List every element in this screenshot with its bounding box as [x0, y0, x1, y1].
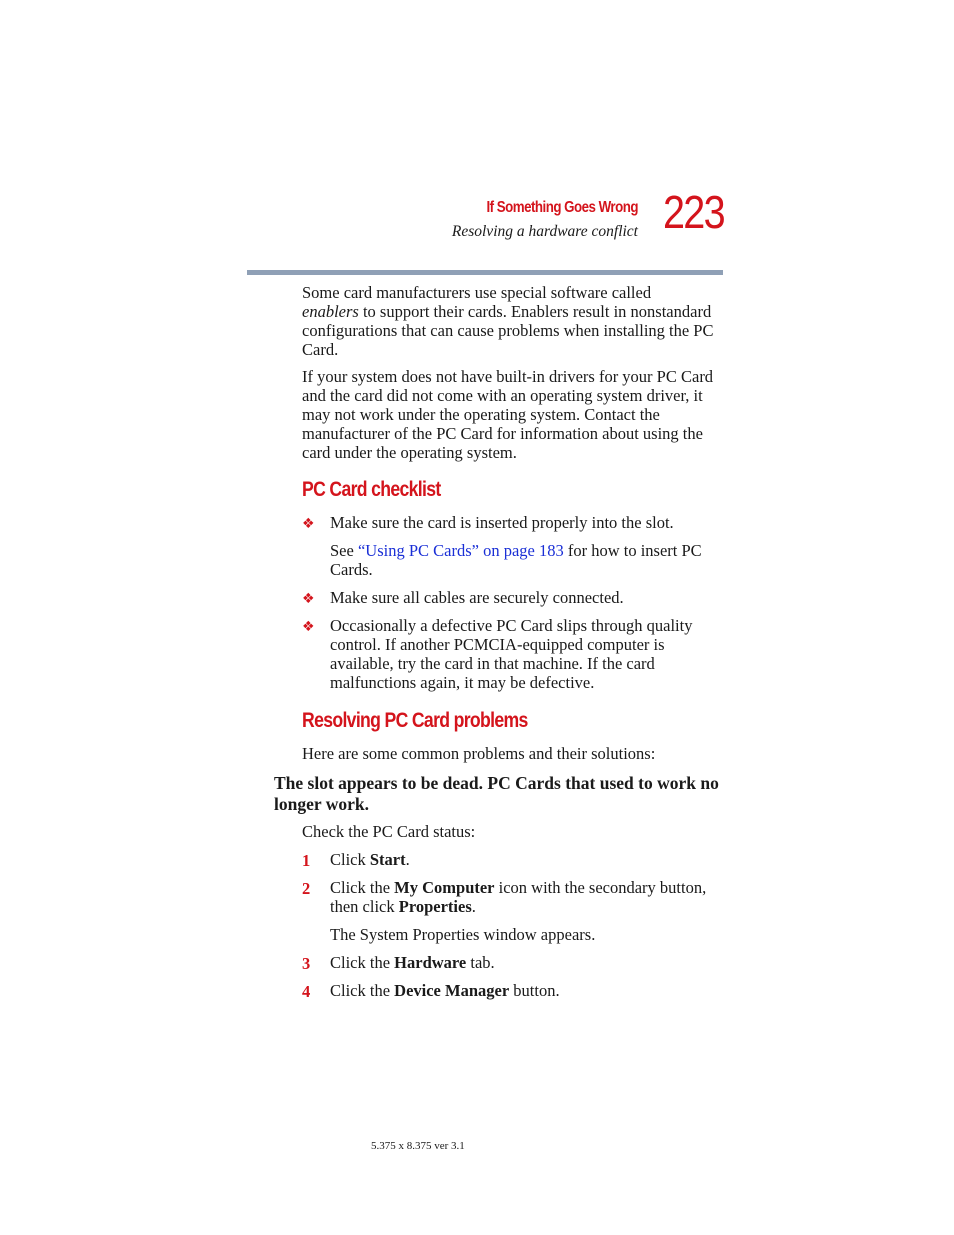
ui-term: Start: [369, 850, 406, 869]
ui-term: My Computer: [394, 878, 495, 897]
step-text: .: [405, 850, 410, 869]
page-footer: 5.375 x 8.375 ver 3.1: [371, 1140, 465, 1152]
enablers-term: enablers: [302, 301, 359, 321]
step-text: Click the: [330, 878, 395, 897]
page-number: 223: [663, 186, 724, 238]
ui-term: Properties: [398, 896, 472, 916]
step-text: Click the: [330, 953, 395, 972]
note-text-b: for how to insert PC Cards.: [330, 541, 702, 579]
intro-paragraph-2: If your system does not have built-in drivers for your PC Card and the card did not come with an operating system driver, it may not work under the operating system. Contact the manufacturer of the PC Card for information about using the card under the operating system.: [302, 367, 714, 462]
step-text: Click: [330, 850, 370, 869]
step-2: [330, 879, 725, 917]
note-text-a: See: [330, 541, 358, 560]
problem-statement: The slot appears to be dead. PC Cards that used to work no longer work.: [274, 773, 719, 814]
step-number: 2: [302, 879, 311, 898]
checklist-heading: PC Card checklist: [302, 478, 441, 501]
intro-p1-text-a: Some card manufacturers use special software called: [302, 283, 652, 302]
using-pc-cards-link[interactable]: “Using PC Cards” on page 183: [357, 541, 564, 560]
step-2-result: The System Properties window appears.: [330, 925, 596, 944]
step-number: 1: [302, 851, 311, 870]
step-number: 4: [302, 982, 311, 1001]
checklist-item-2: Make sure all cables are securely connected.: [330, 588, 624, 607]
checklist-item-3: Occasionally a defective PC Card slips through quality control. If another PCMCIA-equipped computer is available, try the card in that machine. If the card malfunctions again, it may be defective.: [330, 616, 693, 692]
ui-term: Device Manager: [394, 981, 510, 1000]
problems-intro: Here are some common problems and their solutions:: [302, 744, 656, 763]
bullet-icon: ❖: [302, 591, 315, 607]
running-header-section: If Something Goes Wrong: [486, 199, 638, 216]
step-text: tab.: [466, 953, 495, 972]
checklist-item-1-note: [330, 542, 725, 580]
step-4: [330, 982, 725, 1001]
bullet-icon: ❖: [302, 516, 315, 532]
step-text: Click the: [330, 981, 395, 1000]
step-text: .: [471, 896, 476, 916]
ui-term: Hardware: [394, 953, 467, 972]
header-rule: [247, 270, 723, 275]
step-text: icon with the secondary button, then click: [330, 878, 707, 916]
step-1: [330, 851, 725, 870]
problems-heading: Resolving PC Card problems: [302, 709, 528, 732]
checklist-item-1: Make sure the card is inserted properly into the slot.: [330, 513, 674, 532]
running-header-subsection: Resolving a hardware conflict: [451, 223, 638, 240]
check-status-text: Check the PC Card status:: [302, 822, 476, 841]
intro-p1-text-b: to support their cards. Enablers result in nonstandard configurations that can cause problems when installing the PC Card.: [302, 301, 714, 359]
step-number: 3: [302, 954, 311, 973]
step-text: button.: [509, 981, 560, 1000]
intro-paragraph-1: [302, 284, 722, 360]
bullet-icon: ❖: [302, 619, 315, 635]
step-3: [330, 954, 725, 973]
